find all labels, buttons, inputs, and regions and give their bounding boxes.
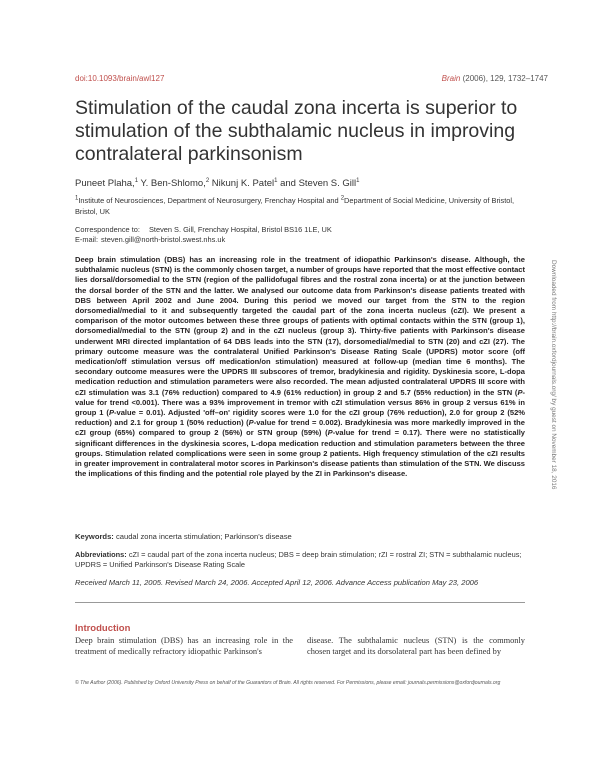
introduction-heading: Introduction bbox=[75, 623, 131, 634]
author-list bbox=[75, 178, 359, 189]
download-watermark-text: Downloaded from http://brain.oxfordjournals.org/ by guest on November 18, 2016 bbox=[550, 260, 557, 490]
p-symbol: P bbox=[327, 428, 333, 438]
doi-link[interactable]: doi:10.1093/brain/awl127 bbox=[75, 74, 165, 83]
keywords-text: caudal zona incerta stimulation; Parkinson's disease bbox=[115, 532, 292, 541]
correspondence-address: Steven S. Gill, Frenchay Hospital, Bristol BS16 1LE, UK bbox=[149, 225, 332, 234]
p-symbol: P bbox=[517, 387, 523, 397]
download-watermark bbox=[545, 260, 561, 520]
copyright-notice: © The Author (2006). Published by Oxford University Press on behalf of the Guarantors of Brain. All rights reserved. For Permissions, please email: journals.permissions@oxfordjournals.org bbox=[75, 680, 501, 686]
journal-citation bbox=[442, 74, 548, 83]
affiliations bbox=[75, 196, 515, 217]
correspondence-label: Correspondence to: bbox=[75, 225, 140, 234]
abstract-text: -value = 0.01). Adjusted 'off–on' rigidity scores were 1.0 for the cZI group (76% reduction), 2.0 for group 2 (52% reduction) and 2.1 for group 1 (50% reduction) ( bbox=[75, 408, 526, 428]
affiliation-text: Department of Social Medicine, University of Bristol, Bristol, UK bbox=[75, 196, 515, 216]
keywords bbox=[75, 532, 292, 541]
article-title: Stimulation of the caudal zona incerta is superior to stimulation of the subthalamic nucleus in improving contralateral parkinsonism bbox=[75, 97, 518, 165]
author-affil-mark: 1 bbox=[274, 177, 278, 184]
abstract-text: -value for trend = 0.002). Bradykinesia was more markedly improved in the cZI group (65%) compared to group 2 (56%) or STN group (59%) ( bbox=[75, 418, 525, 438]
abbreviations-text: cZI = caudal part of the zona incerta nucleus; DBS = deep brain stimulation; rZI = rostral ZI; STN = subthalamic nucleus; UPDRS = Unified Parkinson's Disease Rating Scale bbox=[75, 550, 522, 570]
keywords-label: Keywords: bbox=[75, 532, 114, 541]
author-affil-mark: 2 bbox=[205, 177, 210, 184]
journal-volume-pages: (2006), 129, 1732–1747 bbox=[462, 74, 548, 83]
intro-column-right: disease. The subthalamic nucleus (STN) is the commonly chosen target and its dorsolateral part has been defined by bbox=[307, 636, 525, 656]
correspondence bbox=[75, 225, 515, 245]
abstract-text: Deep brain stimulation (DBS) has an increasing role in the treatment of idiopathic Parkinson's disease. Although, the subthalamic nucleus (STN) is the commonly chosen target, a number of groups have reported that the most effective contact lies dorsal/dorsomedial to the STN (region of the pallidofugal fibres and the rostral zona incerta) or at the junction between the dorsal border of the STN and the latter. We analysed our outcome data from Parkinson's disease patients treated with DBS between April 2002 and June 2004. During this period we moved our target from the STN to the region dorsomedial/medial to it and subsequently targeted the caudal part of the zona incerta nucleus (cZI). We present a comparison of the motor outcomes between these three groups of patients with optimal contacts within the STN (group 1), dorsomedial/medial to the STN (group 2) and in the cZI nucleus (group 3). Thirty-five patients with Parkinson's disease underwent MRI directed implantation of 64 DBS leads into the STN (17), dorsomedial/medial to STN (20) and cZI (27). The primary outcome measure was the contralateral Unified Parkinson's Disease Rating Scale (UPDRS) motor score (off medication/off stimulation versus off medication/on stimulation) measured at follow-up (median time 6 months). The secondary outcome measures were the UPDRS III subscores of tremor, bradykinesia and rigidity. Dyskinesia score, L-dopa medication reduction and stimulation parameters were also recorded. The mean adjusted contralateral UPDRS III score with cZI stimulation was 3.1 (76% reduction) compared to 4.9 (61% reduction) in group 2 and 5.7 (55% reduction) in the STN ( bbox=[75, 255, 525, 397]
affil-mark: 2 bbox=[340, 195, 345, 202]
abstract-text: -value for trend = 0.17). There were no statistically significant differences in the dyskinesia scores, L-dopa medication reduction and stimulation parameters between the three groups. Stimulation related complications were seen in some group 2 patients. High frequency stimulation of the cZI results in greater improvement in contralateral motor scores in Parkinson's disease patients than stimulation of the STN. We discuss the implications of this finding and the potential role played by the ZI in Parkinson's disease. bbox=[75, 428, 525, 479]
abbreviations-label: Abbreviations: bbox=[75, 550, 127, 559]
author-name: Puneet Plaha, bbox=[75, 178, 135, 189]
publication-dates: Received March 11, 2005. Revised March 24, 2006. Accepted April 12, 2006. Advance Access publication May 23, 2006 bbox=[75, 578, 479, 587]
author-affil-mark: 1 bbox=[134, 177, 139, 184]
author-name: Y. Ben-Shlomo, bbox=[138, 178, 206, 189]
journal-name[interactable]: Brain bbox=[441, 74, 461, 83]
affil-mark: 1 bbox=[75, 195, 79, 202]
author-name: and Steven S. Gill bbox=[277, 178, 357, 189]
abbreviations bbox=[75, 550, 525, 570]
intro-column-left: Deep brain stimulation (DBS) has an increasing role in the treatment of medically refractory idiopathic Parkinson's bbox=[75, 636, 293, 656]
p-symbol: P bbox=[108, 408, 114, 418]
abstract-text: -value for trend <0.001). There was a 93% improvement in tremor with cZI stimulation versus 86% in group 2 versus 61% in group 1 ( bbox=[75, 387, 525, 418]
email-link[interactable]: steven.gill@north-bristol.swest.nhs.uk bbox=[101, 235, 226, 244]
author-affil-mark: 1 bbox=[356, 177, 360, 184]
email-label: E-mail: bbox=[75, 235, 98, 244]
affiliation-text: Institute of Neurosciences, Department of Neurosurgery, Frenchay Hospital and bbox=[78, 196, 341, 205]
section-divider bbox=[75, 602, 525, 603]
abstract bbox=[75, 255, 525, 479]
p-symbol: P bbox=[248, 418, 254, 428]
author-name: Nikunj K. Patel bbox=[209, 178, 275, 189]
